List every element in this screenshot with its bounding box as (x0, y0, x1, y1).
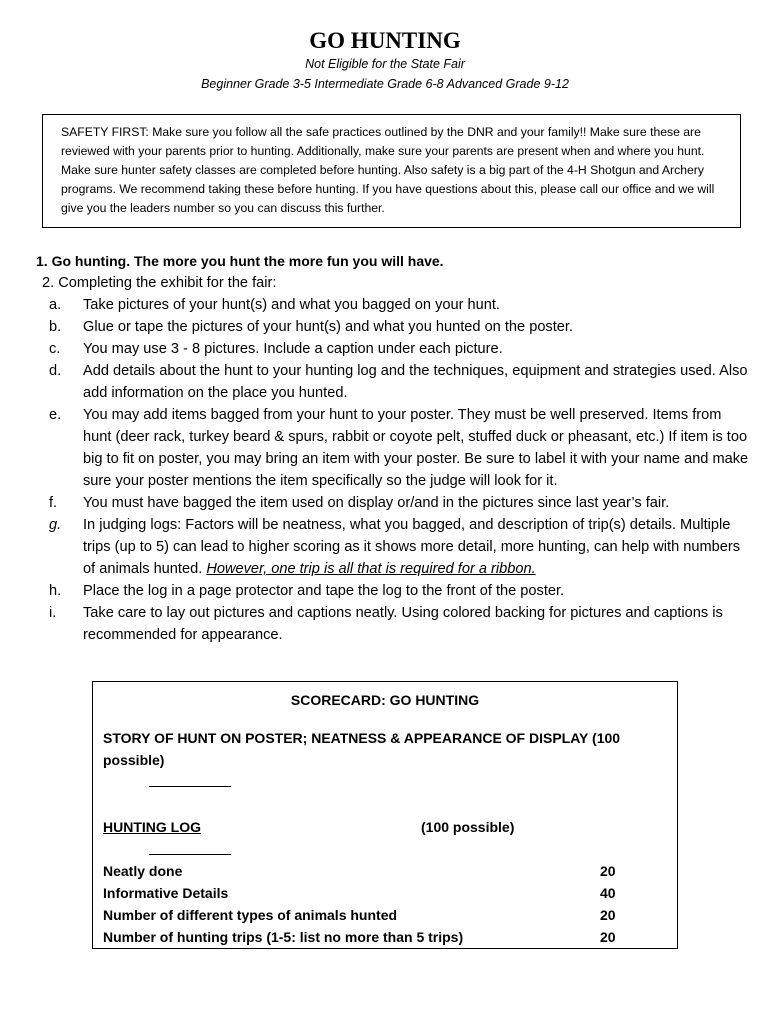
page-title: GO HUNTING (309, 28, 461, 53)
criterion-points: 20 (600, 929, 616, 945)
ribbon-requirement-note: However, one trip is all that is required for a ribbon. (206, 561, 536, 577)
list-item (0, 602, 753, 646)
grade-levels: Beginner Grade 3-5 Intermediate Grade 6-8 Advanced Grade 9-12 (201, 77, 569, 91)
list-marker: h. (49, 583, 62, 599)
list-item (0, 338, 753, 360)
list-marker: i. (49, 605, 57, 621)
scorecard-row (103, 882, 643, 904)
criterion-label: Number of hunting trips (1-5: list no more than 5 trips) (103, 929, 464, 945)
list-item (0, 492, 753, 514)
list-marker: c. (49, 341, 61, 357)
criterion-label: Number of different types of animals hunted (103, 907, 398, 923)
scorecard (92, 681, 678, 949)
hunting-log-label: HUNTING LOG (103, 819, 201, 835)
score-blank-line (149, 786, 231, 787)
list-item (0, 580, 753, 602)
safety-box (42, 114, 741, 228)
step-2-heading: 2. Completing the exhibit for the fair: (42, 275, 277, 291)
list-item-text: Glue or tape the pictures of your hunt(s) and what you hunted on the poster. (83, 319, 574, 335)
scorecard-row (103, 904, 643, 926)
criterion-label: Neatly done (103, 863, 183, 879)
hunting-log-points: (100 possible) (421, 819, 515, 835)
list-marker: f. (49, 495, 58, 511)
list-item-text: Place the log in a page protector and tape the log to the front of the poster. (83, 583, 565, 599)
scorecard-rows (103, 860, 643, 948)
list-item (0, 360, 753, 404)
step-1-heading: 1. Go hunting. The more you hunt the more fun you will have. (36, 253, 444, 269)
scorecard-row (103, 926, 643, 948)
safety-text: SAFETY FIRST: Make sure you follow all the safe practices outlined by the DNR and your family!! Make sure these are reviewed with your parents prior to hunting. Additionally, make sure your parents are present when and where you hunt. Make sure hunter safety classes are completed before hunting. Also safety is a big part of the 4-H Shotgun and Archery programs. We recommend taking these before hunting. If you have questions about this, please call our office and we will give you the leaders number so you can discuss this further. (61, 125, 715, 215)
list-marker: a. (49, 297, 62, 313)
instruction-list (0, 294, 770, 646)
list-item-text: In judging logs: Factors will be neatness, what you bagged, and description of trip(s) details. Multiple trips (up to 5) can lead to higher scoring as it shows more detail, more hunting, can help with numbers of animals hunted. (83, 517, 741, 577)
list-item-text: You may use 3 - 8 pictures. Include a caption under each picture. (83, 341, 503, 357)
list-item (0, 294, 753, 316)
list-marker: g. (49, 517, 62, 533)
list-item-text: Take pictures of your hunt(s) and what you bagged on your hunt. (83, 297, 500, 313)
list-marker: b. (49, 319, 62, 335)
scorecard-row (103, 860, 643, 882)
criterion-label: Informative Details (103, 885, 229, 901)
list-item (0, 514, 753, 580)
list-item-text: You must have bagged the item used on display or/and in the pictures since last year’s fair. (83, 495, 670, 511)
scorecard-story-criteria: STORY OF HUNT ON POSTER; NEATNESS & APPEARANCE OF DISPLAY (100 possible) (103, 730, 621, 768)
criterion-points: 20 (600, 907, 616, 923)
list-marker: d. (49, 363, 62, 379)
list-item-text: You may add items bagged from your hunt to your poster. They must be well preserved. Items from hunt (deer rack, turkey beard & spurs, rabbit or coyote pelt, stuffed duck or pheasant, etc.) If item is too big to fit on poster, you may bring an item with your poster. Be sure to label it with your name and make sure your poster mentions the item specifically so the judge will look for it. (83, 407, 749, 489)
list-item-text: Add details about the hunt to your hunting log and the techniques, equipment and strategies used. Also add information on the place you hunted. (83, 363, 748, 401)
eligibility-note: Not Eligible for the State Fair (305, 57, 465, 71)
list-item (0, 404, 753, 492)
criterion-points: 20 (600, 863, 616, 879)
criterion-points: 40 (600, 885, 616, 901)
list-item (0, 316, 753, 338)
list-marker: e. (49, 407, 62, 423)
score-blank-line (149, 854, 231, 855)
list-item-text: Take care to lay out pictures and captions neatly. Using colored backing for pictures and captions is recommended for appearance. (83, 605, 723, 643)
scorecard-title: SCORECARD: GO HUNTING (290, 692, 480, 708)
